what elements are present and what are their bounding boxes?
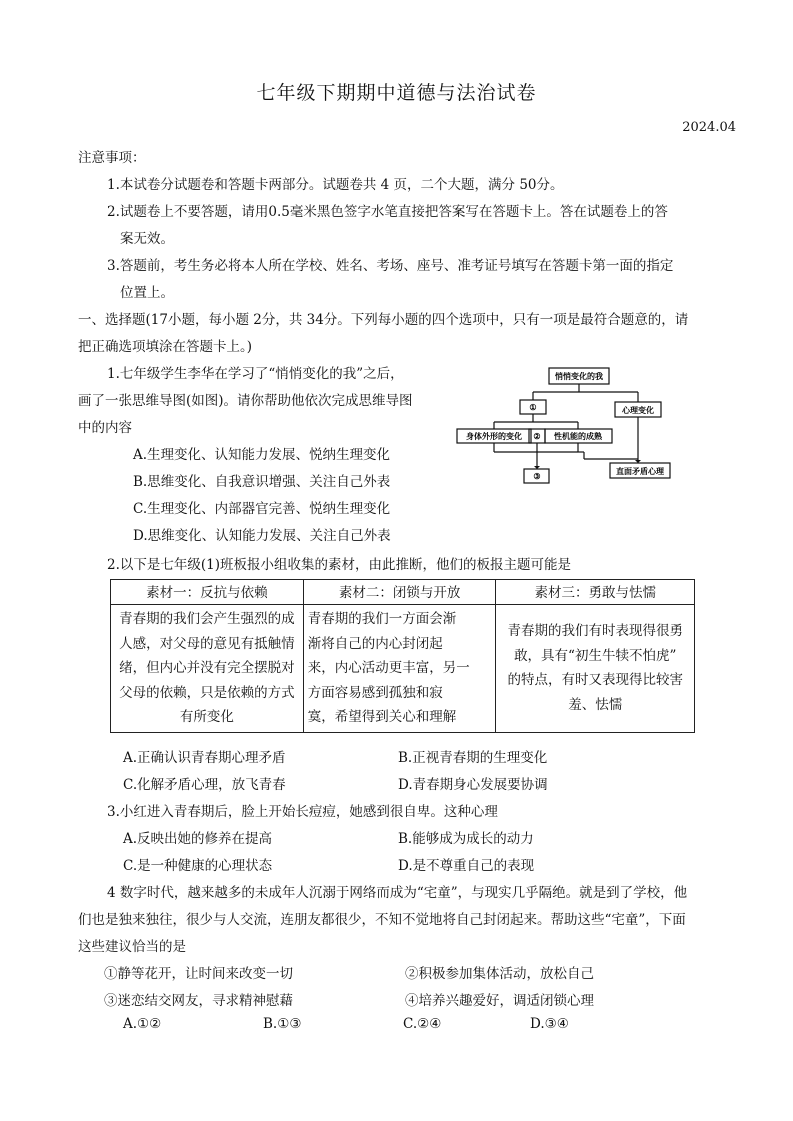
mind-body: 身体外形的变化 bbox=[466, 432, 522, 441]
q4-choice-2: ②积极参加集体活动，放松自己 bbox=[405, 966, 594, 982]
q3-option-d: D.是不尊重自己的表现 bbox=[398, 858, 535, 874]
exam-date: 2024.04 bbox=[682, 120, 736, 135]
q2-option-a: A.正确认识青春期心理矛盾 bbox=[123, 750, 286, 766]
mind-node-1: ① bbox=[529, 403, 537, 412]
table-header: 素材三：勇敢与怯懦 bbox=[496, 580, 695, 605]
q2-option-b: B.正视青春期的生理变化 bbox=[398, 750, 548, 766]
note-item-2-cont: 案无效。 bbox=[120, 231, 174, 247]
note-item-3-cont: 位置上。 bbox=[120, 285, 174, 301]
q4-option-b: B.①③ bbox=[263, 1016, 302, 1032]
q1-stem-1: 1.七年级学生李华在学习了“悄悄变化的我”之后， bbox=[107, 366, 404, 382]
mind-node-3: ③ bbox=[533, 472, 541, 481]
q3-option-a: A.反映出她的修养在提高 bbox=[123, 831, 273, 847]
table-cell-1: 青春期的我们会产生强烈的成 人感，对父母的意见有抵触情 绪，但内心并没有完全摆脱对 父母的依赖，只是依赖的方式 有所变化 bbox=[111, 605, 304, 733]
q1-stem-2: 画了一张思维导图(如图)。请你帮助他依次完成思维导图 bbox=[78, 393, 413, 409]
section-heading-cont: 把正确选项填涂在答题卡上。) bbox=[78, 339, 253, 355]
table-cell-2: 青春期的我们一方面会渐 渐将自己的内心封闭起 来，内心活动更丰富，另一 方面容易感到孤独和寂 寞，希望得到关心和理解 bbox=[303, 605, 496, 733]
materials-table bbox=[110, 579, 695, 733]
q1-option-d: D.思维变化、认知能力发展、关注自己外表 bbox=[133, 528, 391, 544]
section-heading: 一、选择题(17小题，每小题 2分，共 34分。下列每小题的四个选项中，只有一项是最符合题意的，请 bbox=[78, 312, 689, 328]
q3-option-b: B.能够成为成长的动力 bbox=[398, 831, 534, 847]
q2-stem: 2.以下是七年级(1)班板报小组收集的素材，由此推断，他们的板报主题可能是 bbox=[107, 557, 572, 573]
table-header: 素材二：闭锁与开放 bbox=[303, 580, 496, 605]
note-item-1: 1.本试卷分试题卷和答题卡两部分。试题卷共 4 页，二个大题，满分 50分。 bbox=[107, 177, 564, 193]
mind-node-2: ② bbox=[533, 432, 541, 441]
q3-option-c: C.是一种健康的心理状态 bbox=[123, 858, 273, 874]
q4-option-c: C.②④ bbox=[403, 1016, 442, 1032]
q4-choice-1: ①静等花开，让时间来改变一切 bbox=[104, 966, 293, 982]
q1-stem-3: 中的内容 bbox=[78, 420, 132, 436]
q4-option-a: A.①② bbox=[123, 1016, 162, 1032]
q1-option-c: C.生理变化、内部器官完善、悦纳生理变化 bbox=[133, 501, 391, 517]
exam-title: 七年级下期期中道德与法治试卷 bbox=[256, 82, 537, 104]
q3-stem: 3.小红进入青春期后，脸上开始长痘痘，她感到很自卑。这种心理 bbox=[107, 804, 498, 820]
q1-option-b: B.思维变化、自我意识增强、关注自己外表 bbox=[133, 474, 391, 490]
q4-option-d: D.③④ bbox=[530, 1016, 569, 1032]
q4-stem-1: 4 数字时代，越来越多的未成年人沉溺于网络而成为“宅童”，与现实几乎隔绝。就是到了学校，他 bbox=[107, 885, 688, 901]
q4-stem-3: 这些建议恰当的是 bbox=[78, 939, 186, 955]
q4-stem-2: 们也是独来独往，很少与人交流，连朋友都很少，不知不觉地将自己封闭起来。帮助这些“宅童”，下面 bbox=[78, 912, 686, 928]
q4-choice-3: ③迷恋结交网友，寻求精神慰藉 bbox=[104, 993, 293, 1009]
table-cell-3: 青春期的我们有时表现得很勇 敢，具有“初生牛犊不怕虎” 的特点，有时又表现得比较害 羞、怯懦 bbox=[496, 605, 695, 733]
mind-psych: 心理变化 bbox=[622, 406, 654, 415]
note-item-3: 3.答题前，考生务必将本人所在学校、姓名、考场、座号、准考证号填写在答题卡第一面的指定 bbox=[107, 258, 674, 274]
mind-map bbox=[452, 362, 692, 492]
q2-option-c: C.化解矛盾心理，放飞青春 bbox=[123, 777, 286, 793]
q2-option-d: D.青春期身心发展要协调 bbox=[398, 777, 548, 793]
note-item-2: 2.试题卷上不要答题，请用0.5毫米黑色签字水笔直接把答案写在答题卡上。答在试题卷上的答 bbox=[107, 204, 668, 220]
notes-heading: 注意事项： bbox=[78, 150, 146, 166]
q4-choice-4: ④培养兴趣爱好，调适闭锁心理 bbox=[405, 993, 594, 1009]
mind-root: 悄悄变化的我 bbox=[555, 372, 603, 381]
table-header: 素材一：反抗与依赖 bbox=[111, 580, 304, 605]
mind-face: 直面矛盾心理 bbox=[616, 467, 664, 476]
q1-option-a: A.生理变化、认知能力发展、悦纳生理变化 bbox=[133, 447, 391, 463]
mind-sex: 性机能的成熟 bbox=[554, 432, 602, 441]
